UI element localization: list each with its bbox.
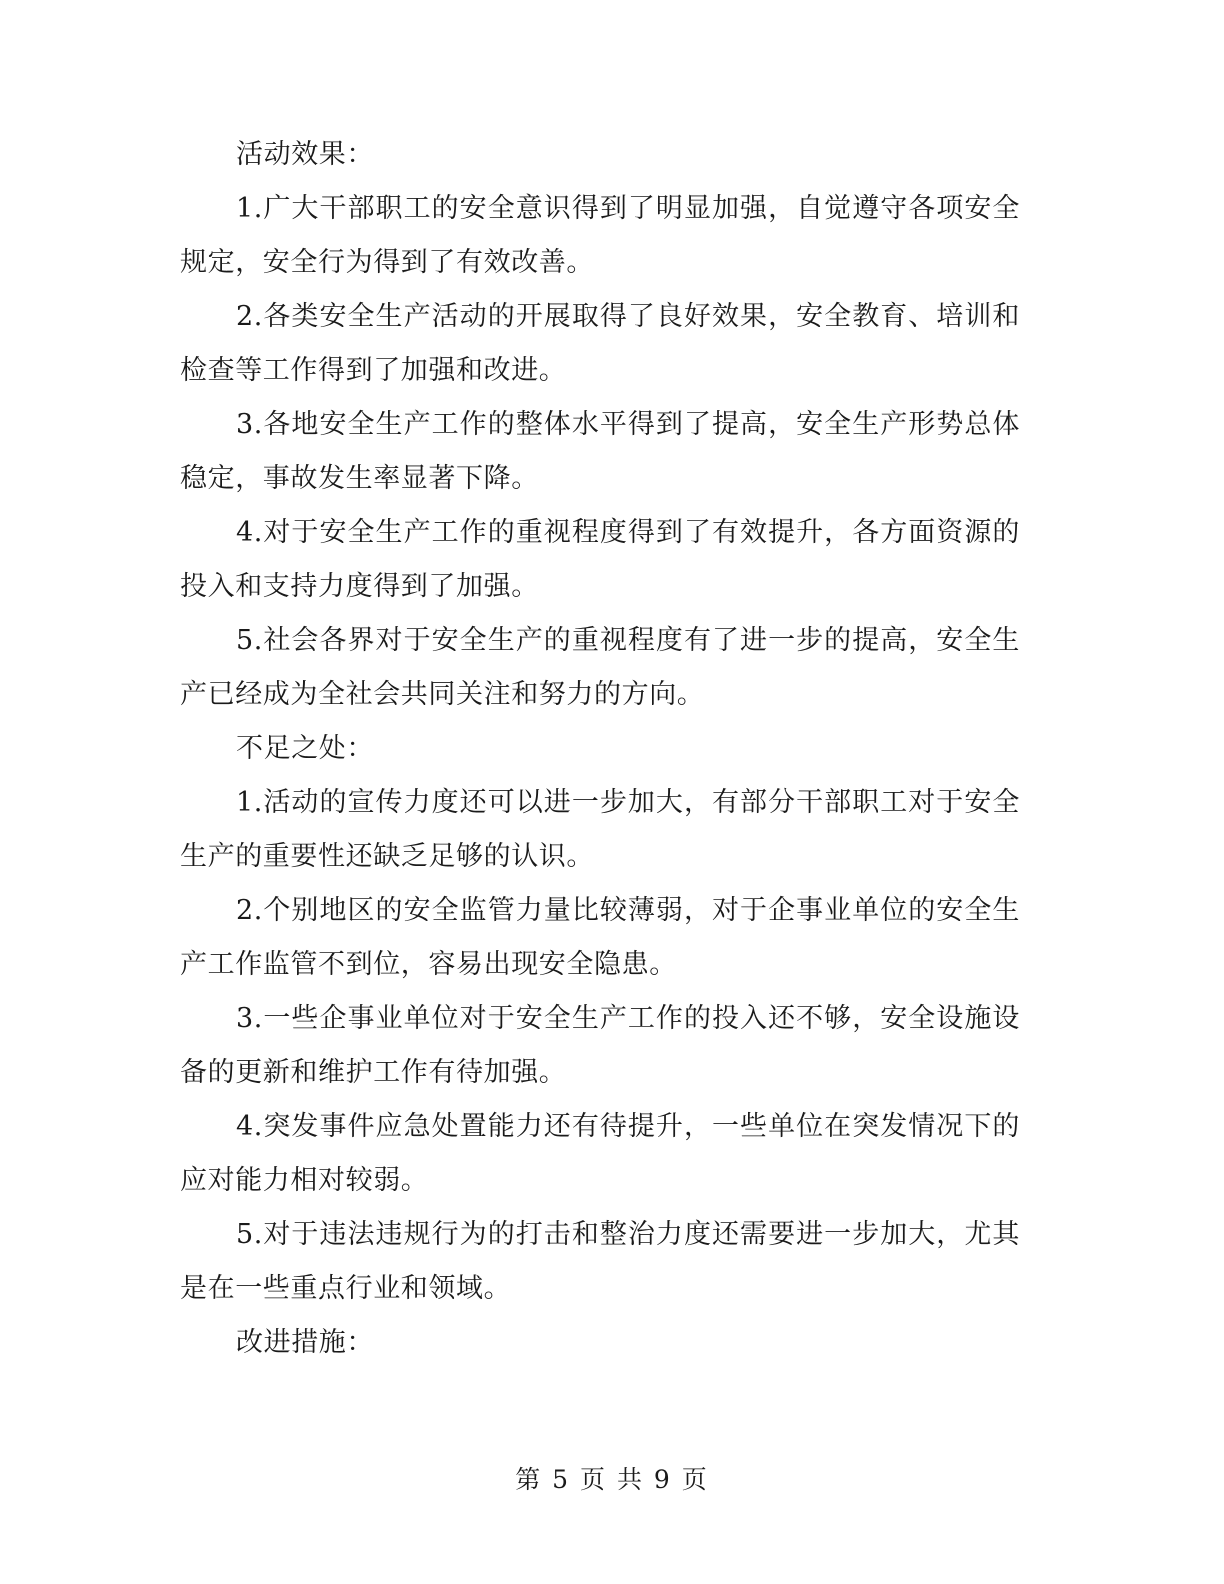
shortcomings-item-4: 4.突发事件应急处置能力还有待提升，一些单位在突发情况下的应对能力相对较弱。: [180, 1111, 1020, 1196]
section-heading-shortcomings: 不足之处：: [236, 733, 374, 764]
shortcomings-item-5: 5.对于违法违规行为的打击和整治力度还需要进一步加大，尤其是在一些重点行业和领域。: [180, 1219, 1020, 1304]
page-number-footer: 第 5 页 共 9 页: [515, 1465, 709, 1494]
section-heading-improvements: 改进措施：: [236, 1327, 374, 1358]
effects-item-5: 5.社会各界对于安全生产的重视程度有了进一步的提高，安全生产已经成为全社会共同关注和努力的方向。: [180, 625, 1020, 710]
effects-item-2: 2.各类安全生产活动的开展取得了良好效果，安全教育、培训和检查等工作得到了加强和改进。: [180, 301, 1020, 386]
shortcomings-item-2: 2.个别地区的安全监管力量比较薄弱，对于企事业单位的安全生产工作监管不到位，容易出现安全隐患。: [180, 895, 1020, 980]
shortcomings-item-1: 1.活动的宣传力度还可以进一步加大，有部分干部职工对于安全生产的重要性还缺乏足够的认识。: [180, 787, 1020, 872]
effects-item-4: 4.对于安全生产工作的重视程度得到了有效提升，各方面资源的投入和支持力度得到了加强。: [180, 517, 1020, 602]
effects-item-3: 3.各地安全生产工作的整体水平得到了提高，安全生产形势总体稳定，事故发生率显著下降。: [180, 409, 1020, 494]
section-heading-effects: 活动效果：: [236, 139, 374, 170]
effects-item-1: 1.广大干部职工的安全意识得到了明显加强，自觉遵守各项安全规定，安全行为得到了有效改善。: [180, 193, 1020, 278]
document-body: [180, 128, 1020, 1370]
shortcomings-item-3: 3.一些企事业单位对于安全生产工作的投入还不够，安全设施设备的更新和维护工作有待加强。: [180, 1003, 1020, 1088]
